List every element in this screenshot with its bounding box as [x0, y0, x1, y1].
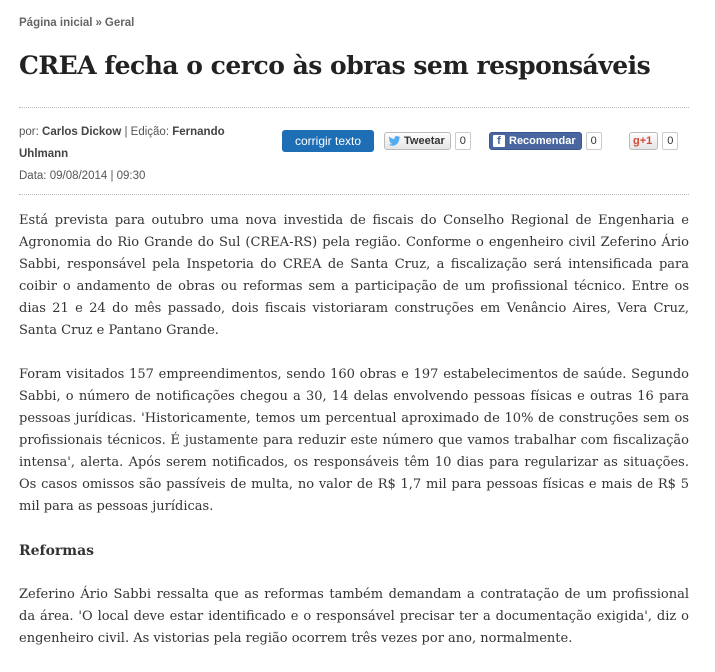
divider-top [19, 107, 689, 108]
gplus-widget [629, 131, 678, 151]
date-prefix: Data: [19, 170, 47, 182]
article-paragraph-3: Zeferino Ário Sabbi ressalta que as reformas também demandam a contratação de um profissional da área. 'O local deve estar identificado e o responsável precisar ter a documentação exigida', diz o engenheiro civil. As vistorias pela região ocorrem três vezes por ano, normalmente. [19, 587, 689, 646]
facebook-widget [489, 131, 602, 151]
publish-date: 09/08/2014 | 09:30 [49, 170, 146, 182]
breadcrumb-separator: » [95, 17, 102, 29]
breadcrumb-home-link[interactable]: Página inicial [19, 17, 93, 29]
tweet-widget [384, 131, 471, 151]
gplus-count: 0 [662, 132, 678, 150]
edition-prefix: | Edição: [124, 126, 170, 138]
gplus-label: +1 [639, 135, 653, 147]
divider-bottom [19, 194, 689, 195]
facebook-recommend-button[interactable] [489, 132, 582, 150]
breadcrumb-section-link[interactable]: Geral [104, 17, 135, 29]
article-paragraph-1: Está prevista para outubro uma nova investida de fiscais do Conselho Regional de Engenharia e Agronomia do Rio Grande do Sul (CREA-RS) pela região. Conforme o engenheiro civil Zeferino Ário Sabbi, responsável pela Inspetoria do CREA de Santa Cruz, a fiscalização será intensificada para coibir o andamento de obras ou reformas sem a participação de um profissional técnico. Entre os dias 21 e 24 do mês passado, dois fiscais vistoriaram construções em Venâncio Aires, Vera Cruz, Santa Cruz e Pantano Grande. [19, 213, 689, 338]
tweet-button[interactable] [384, 132, 451, 150]
google-plus-icon: g [633, 135, 640, 147]
author-name: Carlos Dickow [42, 126, 122, 138]
facebook-count: 0 [586, 132, 602, 150]
facebook-icon: f [493, 135, 505, 147]
byline-prefix: por: [19, 126, 39, 138]
tweet-count: 0 [455, 132, 471, 150]
facebook-recommend-label: Recomendar [509, 135, 576, 147]
twitter-bird-icon [388, 136, 401, 146]
article-title: CREA fecha o cerco às obras sem responsáveis [19, 51, 651, 80]
editor-name: Fernando Uhlmann [19, 126, 225, 160]
tweet-label: Tweetar [404, 135, 445, 147]
article-subheading: Reformas [19, 543, 95, 559]
article-meta [19, 121, 249, 187]
article-paragraph-2: Foram visitados 157 empreendimentos, sendo 160 obras e 197 estabelecimentos de saúde. Segundo Sabbi, o número de notificações chegou a 30, 14 delas envolvendo pessoas físicas e outras 16 para pessoas jurídicas. 'Historicamente, temos um percentual aproximado de 10% de construções sem os profissionais técnicos. É justamente para reduzir este número que vamos trabalhar com fiscalização intensa', alerta. Após serem notificados, os responsáveis têm 10 dias para regularizar as situações. Os casos omissos são passíveis de multa, no valor de R$ 1,7 mil para pessoas físicas e mais de R$ 5 mil para as pessoas jurídicas. [19, 367, 689, 514]
gplus-button[interactable] [629, 132, 658, 150]
article-body [19, 210, 689, 672]
breadcrumb [19, 17, 134, 29]
correct-text-button[interactable]: corrigir texto [282, 130, 374, 152]
